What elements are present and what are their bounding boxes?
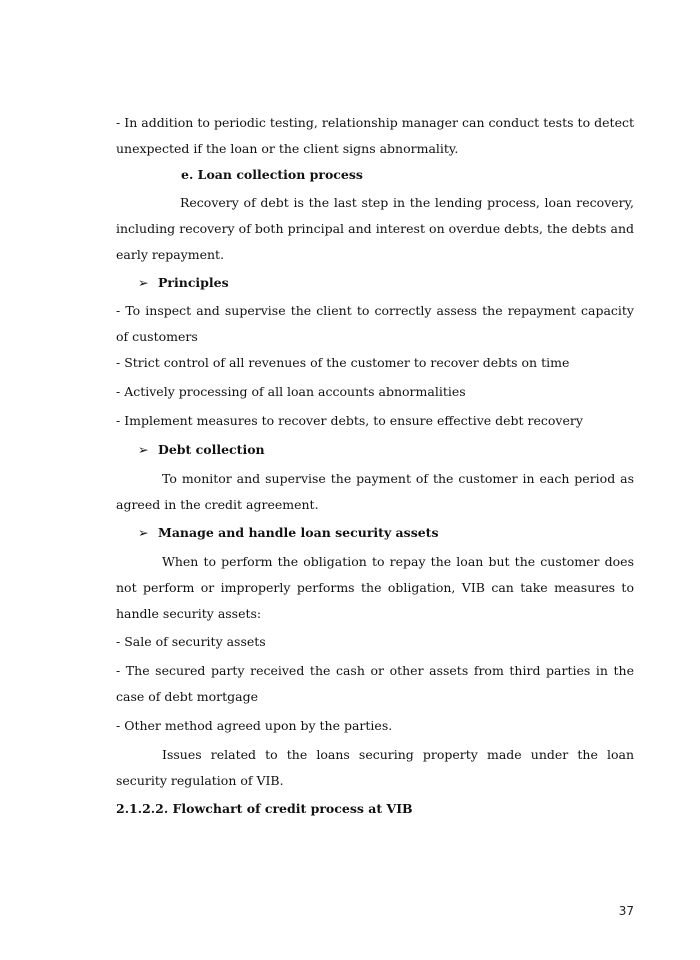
principle-item: - Implement measures to recover debts, to ensure effective debt recovery (116, 413, 583, 428)
principle-item: - Actively processing of all loan accounts abnormalities (116, 384, 466, 399)
bullet-principles (138, 270, 229, 296)
arrow-bullet-icon: ➢ (138, 525, 149, 540)
paragraph-issues: Issues related to the loans securing property made under the loan security regulation of VIB. (116, 747, 634, 788)
paragraph-debt-recovery: Recovery of debt is the last step in the lending process, loan recovery, including recovery of both principal and interest on overdue debts, the debts and early repayment. (116, 195, 634, 262)
paragraph-debt-collection: To monitor and supervise the payment of the customer in each period as agreed in the credit agreement. (116, 471, 634, 512)
arrow-bullet-icon: ➢ (138, 275, 149, 290)
asset-measure-item: - Other method agreed upon by the parties. (116, 718, 393, 733)
principle-item: - Strict control of all revenues of the customer to recover debts on time (116, 355, 570, 370)
arrow-bullet-icon: ➢ (138, 442, 149, 457)
asset-measure-item: - Sale of security assets (116, 634, 266, 649)
bullet-principles-label: Principles (158, 275, 229, 290)
heading-loan-collection-process: e. Loan collection process (181, 167, 363, 182)
heading-flowchart-credit-process: 2.1.2.2. Flowchart of credit process at VIB (116, 801, 413, 816)
bullet-manage-assets-label: Manage and handle loan security assets (158, 525, 439, 540)
bullet-debt-collection-label: Debt collection (158, 442, 265, 457)
principle-item: - To inspect and supervise the client to correctly assess the repayment capacity of customers (116, 303, 634, 344)
paragraph-periodic-testing: - In addition to periodic testing, relationship manager can conduct tests to detect unexpected if the loan or the client signs abnormality. (116, 115, 634, 156)
bullet-debt-collection (138, 437, 265, 463)
bullet-manage-assets (138, 520, 439, 546)
paragraph-manage-assets: When to perform the obligation to repay the loan but the customer does not perform or improperly performs the obligation, VIB can take measures to handle security assets: (116, 554, 634, 621)
page-number: 37 (618, 904, 634, 918)
asset-measure-item: - The secured party received the cash or other assets from third parties in the case of debt mortgage (116, 663, 634, 704)
